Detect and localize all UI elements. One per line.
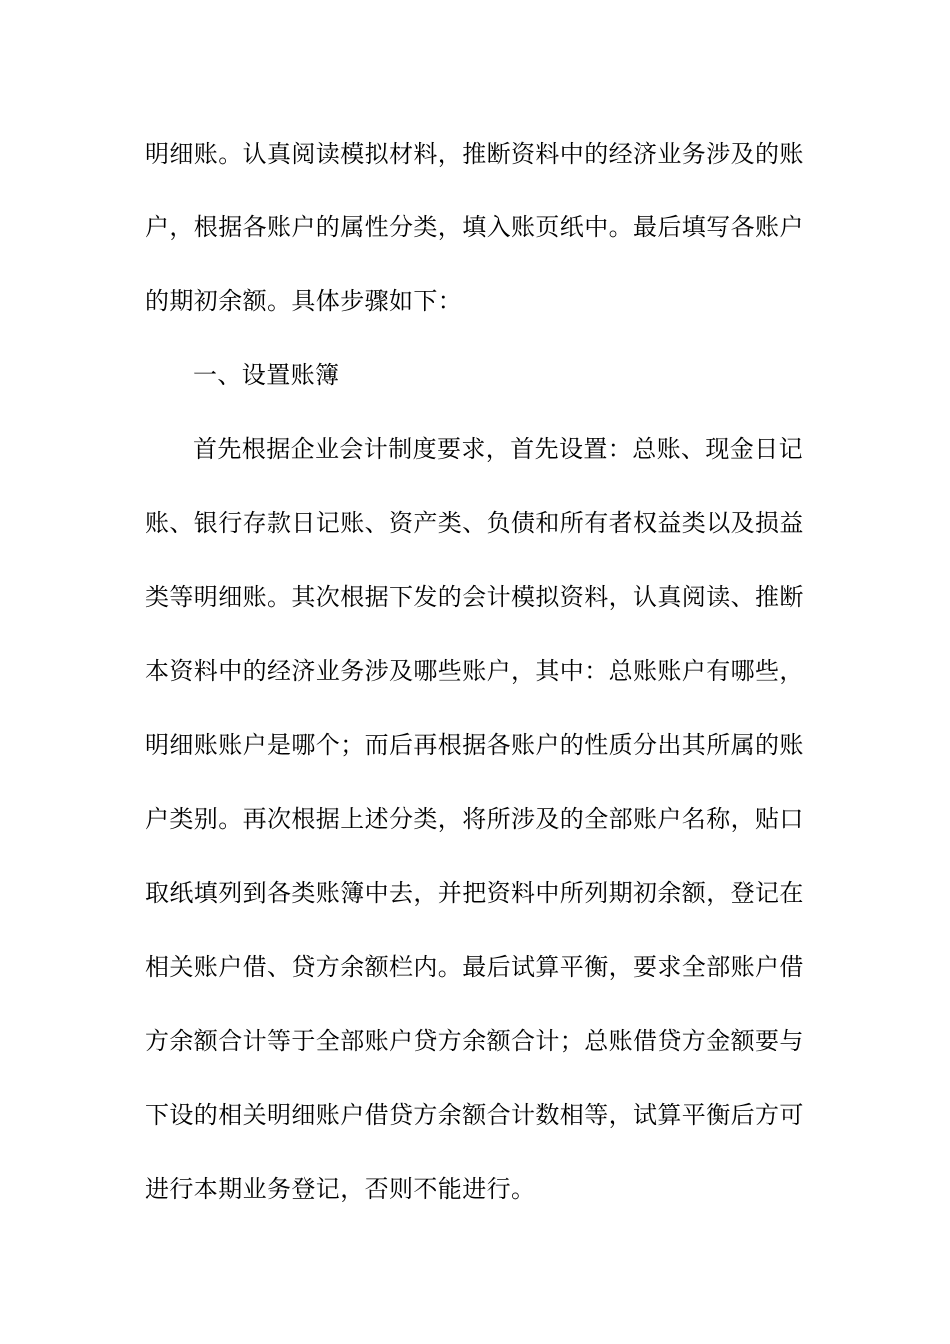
paragraph-line: 首先根据企业会计制度要求，首先设置：总账、现金日记 xyxy=(193,435,803,463)
paragraph-line: 账、银行存款日记账、资产类、负债和所有者权益类以及损益 xyxy=(145,509,804,537)
paragraph-line: 进行本期业务登记，否则不能进行。 xyxy=(145,1175,536,1203)
paragraph-line: 明细账账户是哪个；而后再根据各账户的性质分出其所属的账 xyxy=(145,731,804,759)
paragraph-line: 下设的相关明细账户借贷方余额合计数相等，试算平衡后方可 xyxy=(145,1101,804,1129)
paragraph-line: 取纸填列到各类账簿中去，并把资料中所列期初余额，登记在 xyxy=(145,879,804,907)
paragraph-line: 户类别。再次根据上述分类，将所涉及的全部账户名称，贴口 xyxy=(145,805,804,833)
paragraph-line: 相关账户借、贷方余额栏内。最后试算平衡，要求全部账户借 xyxy=(145,953,804,981)
paragraph-line: 的期初余额。具体步骤如下： xyxy=(145,287,463,315)
paragraph-line: 类等明细账。其次根据下发的会计模拟资料，认真阅读、推断 xyxy=(145,583,804,611)
paragraph-line: 户，根据各账户的属性分类，填入账页纸中。最后填写各账户 xyxy=(145,213,804,241)
paragraph-line: 方余额合计等于全部账户贷方余额合计；总账借贷方金额要与 xyxy=(145,1027,804,1055)
paragraph-line: 明细账。认真阅读模拟材料，推断资料中的经济业务涉及的账 xyxy=(145,140,804,168)
paragraph-line: 本资料中的经济业务涉及哪些账户，其中：总账账户有哪些， xyxy=(145,657,804,685)
section-heading: 一、设置账簿 xyxy=(193,361,340,389)
